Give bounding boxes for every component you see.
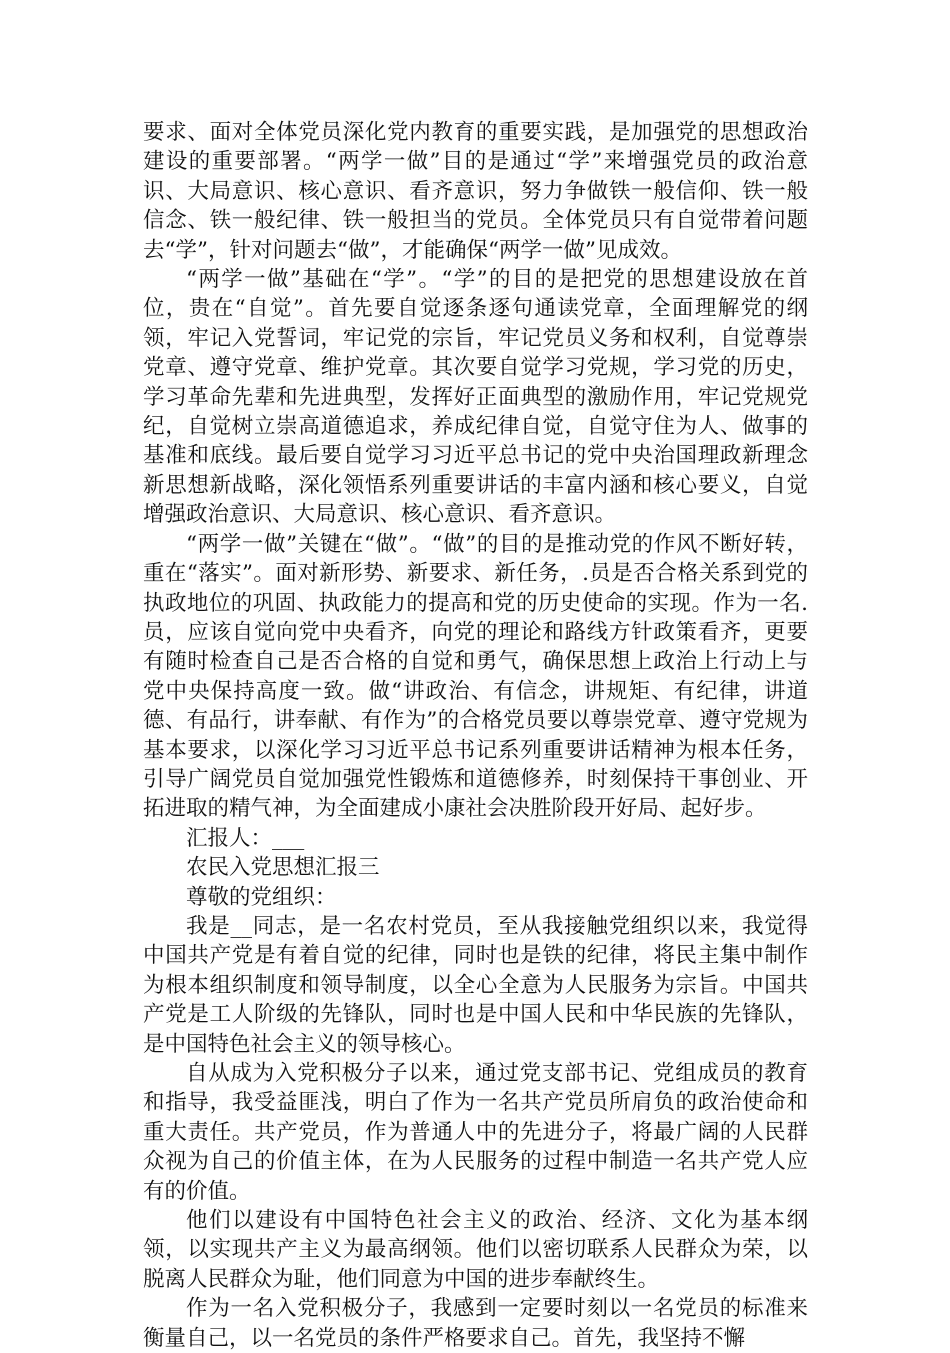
paragraph-party-program: 他们以建设有中国特色社会主义的政治、经济、文化为基本纲领，以实现共产主义为最高纲领。他们以密切联系人民群众为荣，以脱离人民群众为耻，他们同意为中国的进步奉献终生。 xyxy=(143,1208,808,1292)
paragraph-xue-foundation: “两学一做”基础在“学”。“学”的目的是把党的思想建设放在首位，贵在“自觉”。首先要自觉逐条逐句通读党章，全面理解党的纲领，牢记入党誓词，牢记党的宗旨，牢记党员义务和权利，自觉尊崇党章、遵守党章、维护党章。其次要自觉学习党规，学习党的历史，学习革命先辈和先进典型，发挥好正面典型的激励作用，牢记党规党纪，自觉树立崇高道德追求，养成纪律自觉，自觉守住为人、做事的基准和底线。最后要自觉学习习近平总书记的党中央治国理政新理念新思想新战略，深化领悟系列重要讲话的丰富内涵和核心要义，自觉增强政治意识、大局意识、核心意识、看齐意识。 xyxy=(143,267,808,528)
salutation: 尊敬的党组织： xyxy=(186,884,337,910)
paragraph-intro-continuation: 要求、面对全体党员深化党内教育的重要实践，是加强党的思想政治建设的重要部署。“两学一做”目的是通过“学”来增强党员的政治意识、大局意识、核心意识、看齐意识，努力争做铁一般信仰、铁一般信念、铁一般纪律、铁一般担当的党员。全体党员只有自觉带着问题去“学”，针对问题去“做”，才能确保“两学一做”见成效。 xyxy=(143,120,808,263)
paragraph-activist-growth: 自从成为入党积极分子以来，通过党支部书记、党组成员的教育和指导，我受益匪浅，明白了作为一名共产党员所肩负的政治使命和重大责任。共产党员，作为普通人中的先进分子，将最广阔的人民群众视为自己的价值主体，在为人民服务的过程中制造一名共产党人应有的价值。 xyxy=(143,1061,808,1204)
paragraph-self-requirement: 作为一名入党积极分子，我感到一定要时刻以一名党员的标准来衡量自己，以一名党员的条件严格要求自己。首先，我坚持不懈 xyxy=(143,1296,808,1351)
paragraph-zuo-key: “两学一做”关键在“做”。“做”的目的是推动党的作风不断好转，重在“落实”。面对新形势、新要求、新任务，.员是否合格关系到党的执政地位的巩固、执政能力的提高和党的历史使命的实现。作为一名.员，应该自觉向党中央看齐，向党的理论和路线方针政策看齐，更要有随时检查自己是否合格的自觉和勇气，确保思想上政治上行动上与党中央保持高度一致。做“讲政治、有信念，讲规矩、有纪律，讲道德、有品行，讲奉献、有作为”的合格党员要以尊崇党章、遵守党规为基本要求，以深化学习习近平总书记系列重要讲话精神为根本任务，引导广阔党员自觉加强党性锻炼和道德修养，时刻保持干事创业、开拓进取的精气神，为全面建成小康社会决胜阶段开好局、起好步。 xyxy=(143,531,808,822)
paragraph-self-intro: 我是__同志，是一名农村党员，至从我接触党组织以来，我觉得中国共产党是有着自觉的纪律，同时也是铁的纪律，将民主集中制作为根本组织制度和领导制度，以全心全意为人民服务为宗旨。中国共产党是工人阶级的先锋队，同时也是中国人民和中华民族的先锋队，是中国特色社会主义的领导核心。 xyxy=(143,913,808,1057)
reporter-signature: 汇报人：___ xyxy=(186,825,305,851)
section-title: 农民入党思想汇报三 xyxy=(186,855,380,881)
document-page xyxy=(143,118,808,1353)
